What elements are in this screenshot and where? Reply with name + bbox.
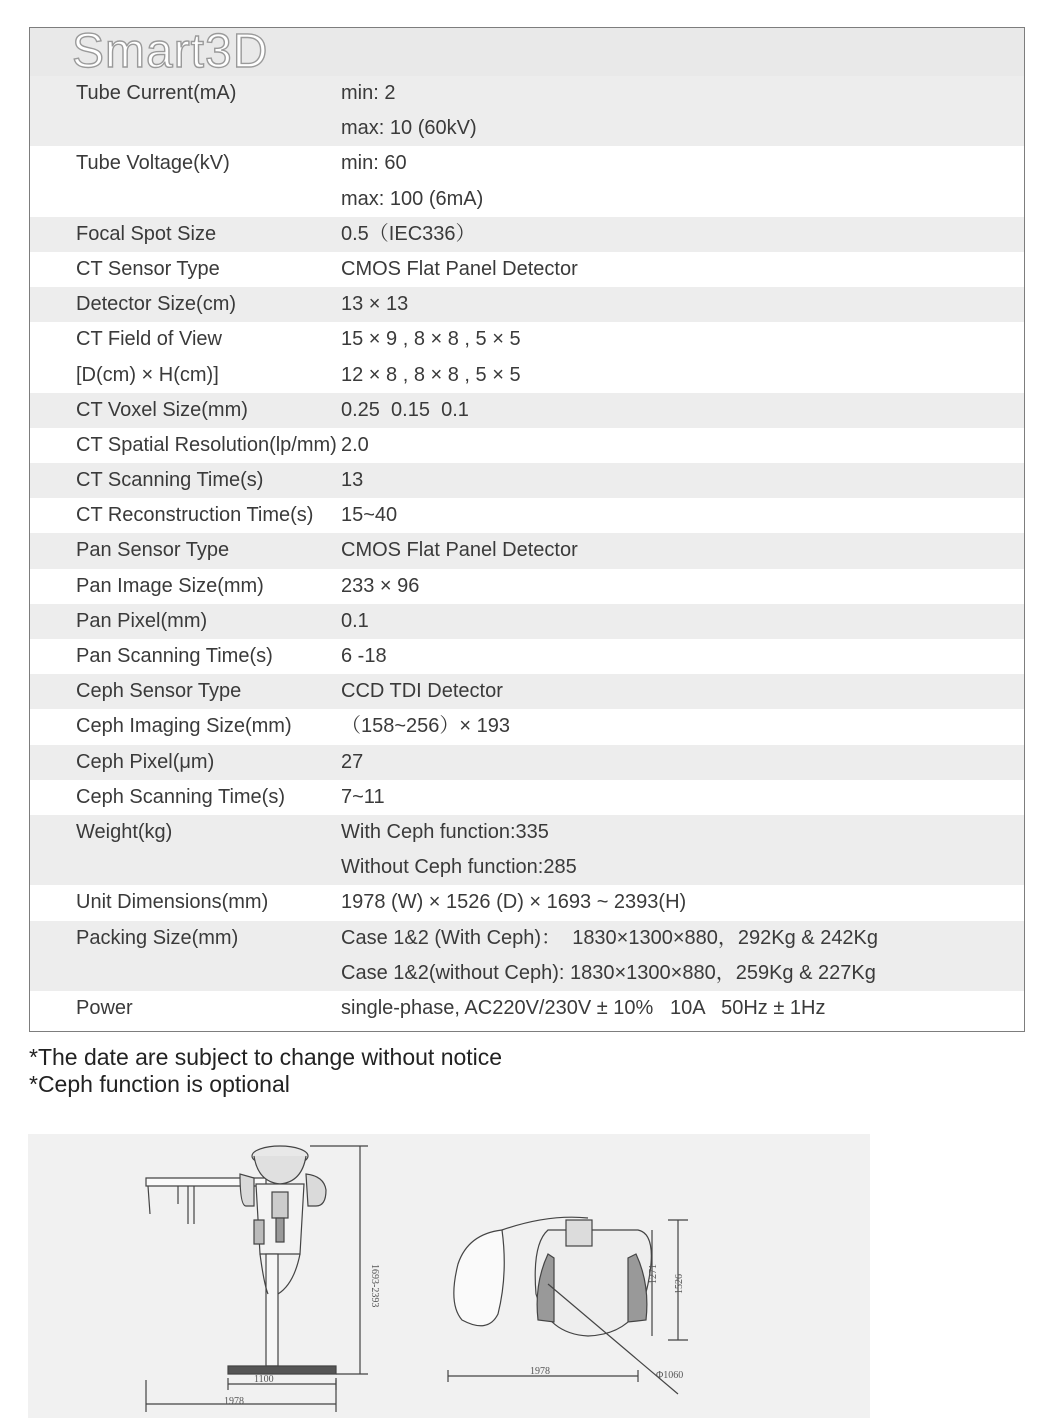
spec-row — [30, 463, 1024, 498]
spec-value — [341, 780, 1024, 815]
spec-value-line: CMOS Flat Panel Detector — [341, 257, 578, 280]
base — [228, 1366, 336, 1374]
spec-value-line: 6 -18 — [341, 645, 387, 667]
spec-row — [30, 498, 1024, 533]
spec-value-line: 15~40 — [341, 504, 398, 527]
spec-value-line: Case 1&2 (With Ceph)： 1830×1300×880，292Kg & 242Kg — [341, 926, 879, 949]
spec-value — [341, 252, 1024, 287]
spec-label-text: Unit Dimensions(mm) — [76, 891, 269, 914]
sensor-box — [272, 1192, 288, 1218]
front-base-dim: 1100 — [254, 1374, 274, 1385]
spec-label-text: CT Scanning Time(s) — [76, 469, 264, 492]
spec-value-line: max: 10 (60kV) — [341, 117, 477, 140]
spec-row — [30, 533, 1024, 568]
spec-label-text: Ceph Scanning Time(s) — [76, 785, 285, 808]
spec-label — [30, 780, 341, 815]
spec-value — [341, 76, 1024, 146]
spec-value-line: single-phase, AC220V/230V ± 10% 10A 50Hz ± 1Hz — [341, 996, 826, 1019]
spec-value — [341, 358, 1024, 393]
column — [266, 1254, 278, 1366]
spec-label — [30, 76, 341, 146]
spec-label — [30, 428, 341, 463]
spec-value-line: 7~11 — [341, 785, 385, 808]
spec-label — [30, 287, 341, 322]
spec-value-line: CMOS Flat Panel Detector — [341, 539, 578, 562]
spec-label — [30, 815, 341, 885]
spec-label — [30, 569, 341, 604]
spec-table — [29, 27, 1025, 1032]
spec-label — [30, 604, 341, 639]
spec-value-line: 12 × 8 , 8 × 8 , 5 × 5 — [341, 363, 521, 386]
spec-row — [30, 815, 1024, 885]
footnotes — [29, 1044, 502, 1098]
spec-value — [341, 674, 1024, 709]
spec-value-line: 13 — [341, 469, 364, 492]
spec-rows — [30, 76, 1024, 1026]
top-diameter-dim: Φ1060 — [656, 1370, 684, 1381]
dimension-drawing — [28, 1134, 870, 1418]
spec-value — [341, 569, 1024, 604]
spec-row — [30, 322, 1024, 357]
spec-value-line: （158~256）× 193 — [341, 715, 511, 738]
spec-label — [30, 393, 341, 428]
spec-value — [341, 322, 1024, 357]
ceph-head-holder — [148, 1186, 194, 1224]
spec-label — [30, 639, 341, 674]
spec-label-text: Pan Pixel(mm) — [76, 609, 208, 632]
spec-value-line: 1978 (W) × 1526 (D) × 1693 ~ 2393(H) — [341, 891, 687, 914]
spec-label-text: Ceph Sensor Type — [76, 680, 242, 703]
top-depth-inner-dim: 1271 — [648, 1264, 659, 1284]
spec-row — [30, 674, 1024, 709]
spec-value — [341, 815, 1024, 885]
spec-label-text: Power — [76, 996, 133, 1019]
spec-row — [30, 217, 1024, 252]
spec-label — [30, 533, 341, 568]
spec-label-text: [D(cm) × H(cm)] — [76, 363, 219, 386]
footnote: *The date are subject to change without notice — [29, 1044, 503, 1070]
spec-label-text: Ceph Imaging Size(mm) — [76, 715, 292, 738]
spec-label-text: CT Spatial Resolution(lp/mm) — [76, 433, 337, 456]
spec-label — [30, 358, 341, 393]
spec-value-line: 13 × 13 — [341, 293, 409, 316]
spec-label-text: CT Reconstruction Time(s) — [76, 504, 314, 527]
spec-value — [341, 498, 1024, 533]
spec-value-line: min: 2 — [341, 82, 396, 104]
spec-label — [30, 991, 341, 1026]
spec-row — [30, 745, 1024, 780]
spec-value-line: 27 — [341, 750, 364, 773]
spec-label-text: CT Sensor Type — [76, 257, 220, 280]
spec-label — [30, 252, 341, 287]
spec-row — [30, 358, 1024, 393]
spec-row — [30, 885, 1024, 920]
spec-value — [341, 217, 1024, 252]
spec-value-line: max: 100 (6mA) — [341, 187, 484, 210]
dimension-drawing-svg — [28, 1134, 870, 1418]
spec-label-text: Detector Size(cm) — [76, 293, 237, 316]
spec-row — [30, 76, 1024, 146]
spec-label-text: Tube Current(mA) — [76, 82, 237, 104]
spec-row — [30, 393, 1024, 428]
spec-value — [341, 428, 1024, 463]
spec-label — [30, 146, 341, 216]
ceph-head — [454, 1230, 504, 1326]
spec-label-text: CT Field of View — [76, 328, 222, 351]
spec-row — [30, 780, 1024, 815]
spec-row — [30, 146, 1024, 216]
spec-label-text: Pan Scanning Time(s) — [76, 645, 273, 667]
front-width-dim: 1978 — [224, 1396, 244, 1407]
spec-value-line: 0.5（IEC336） — [341, 222, 476, 245]
spec-value-line: Without Ceph function:285 — [341, 856, 577, 879]
spec-value-line: 2.0 — [341, 433, 369, 456]
spec-label — [30, 709, 341, 744]
spec-label-text: Packing Size(mm) — [76, 926, 239, 949]
spec-label — [30, 921, 341, 991]
brand-header — [30, 25, 1024, 78]
spec-value-line: 15 × 9 , 8 × 8 , 5 × 5 — [341, 328, 521, 351]
spec-label-text: Focal Spot Size — [76, 222, 217, 245]
spec-value — [341, 885, 1024, 920]
spec-label-text: Weight(kg) — [76, 820, 173, 843]
spec-value — [341, 921, 1024, 991]
spec-label — [30, 745, 341, 780]
spec-value — [341, 639, 1024, 674]
spec-value — [341, 463, 1024, 498]
spec-value-line: min: 60 — [341, 152, 407, 175]
spec-label-text: Tube Voltage(kV) — [76, 152, 230, 175]
spec-value — [341, 991, 1024, 1026]
spec-label-text: Ceph Pixel(μm) — [76, 750, 215, 773]
spec-row — [30, 709, 1024, 744]
spec-label-text: Pan Sensor Type — [76, 539, 230, 562]
spec-value — [341, 393, 1024, 428]
spec-row — [30, 428, 1024, 463]
spec-value-line: With Ceph function:335 — [341, 820, 549, 843]
spec-label — [30, 217, 341, 252]
top-depth-dim: 1526 — [674, 1274, 685, 1294]
spec-value — [341, 287, 1024, 322]
spec-row — [30, 252, 1024, 287]
spec-value-line: 233 × 96 — [341, 574, 420, 597]
spec-value-line: 0.25 0.15 0.1 — [341, 398, 469, 421]
brand-logo: Smart3D — [72, 25, 269, 78]
spec-label-text: CT Voxel Size(mm) — [76, 398, 248, 421]
spec-label — [30, 463, 341, 498]
spec-row — [30, 639, 1024, 674]
spec-value-line: Case 1&2(without Ceph): 1830×1300×880，259Kg & 227Kg — [341, 961, 876, 984]
spec-label-text: Pan Image Size(mm) — [76, 574, 264, 597]
spec-row — [30, 991, 1024, 1026]
left-cover — [240, 1174, 254, 1206]
spec-value — [341, 146, 1024, 216]
spec-row — [30, 287, 1024, 322]
spec-label — [30, 498, 341, 533]
top-width-dim: 1978 — [530, 1366, 550, 1377]
spec-value — [341, 709, 1024, 744]
spec-row — [30, 569, 1024, 604]
spec-row — [30, 921, 1024, 991]
spec-value — [341, 604, 1024, 639]
spec-label — [30, 885, 341, 920]
front-height-dim: 1693-2393 — [369, 1264, 380, 1308]
spec-value — [341, 745, 1024, 780]
spec-value — [341, 533, 1024, 568]
right-cover — [306, 1174, 326, 1206]
footnote: *Ceph function is optional — [29, 1071, 290, 1097]
spec-label — [30, 322, 341, 357]
spec-value-line: 0.1 — [341, 609, 369, 632]
spec-row — [30, 604, 1024, 639]
spec-label — [30, 674, 341, 709]
spec-value-line: CCD TDI Detector — [341, 680, 503, 703]
